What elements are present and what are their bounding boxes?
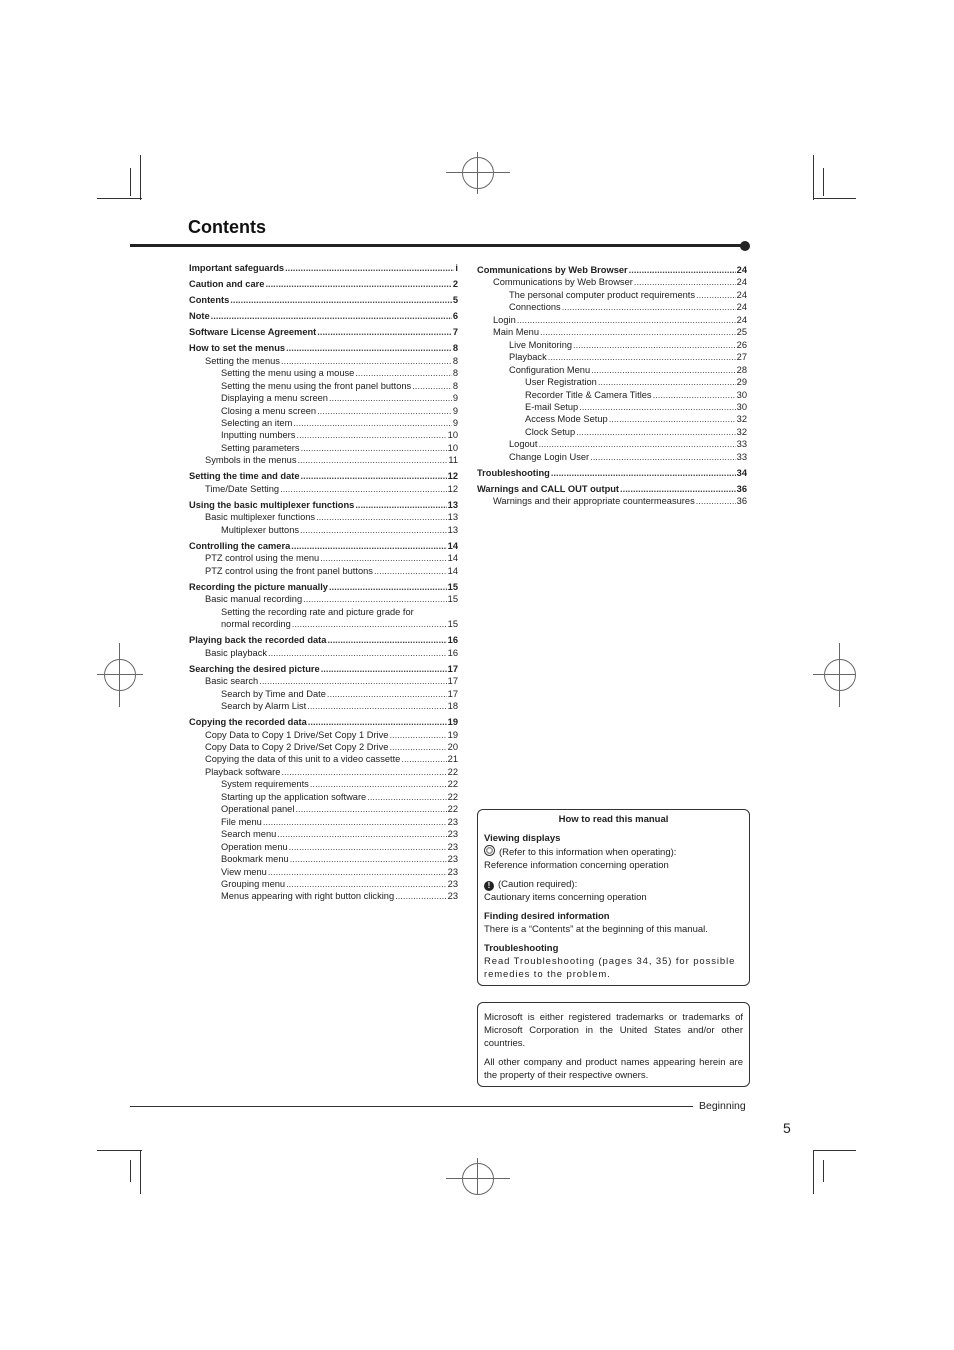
reference-line: (Refer to this information when operating): (499, 847, 677, 858)
toc-entry-page: 13 (447, 524, 458, 535)
toc-entry[interactable] (477, 351, 747, 363)
toc-entry[interactable] (189, 454, 458, 466)
troubleshooting-desc: Read Troubleshooting (pages 34, 35) for possible remedies to the problem. (484, 956, 736, 980)
toc-entry-page: 18 (447, 701, 458, 712)
toc-leader (321, 663, 447, 675)
toc-entry-title: Operation menu (221, 841, 288, 852)
toc-entry-page: 14 (447, 553, 458, 564)
toc-entry[interactable] (477, 376, 747, 388)
toc-entry-page: 33 (736, 451, 747, 462)
toc-entry-page: 2 (452, 279, 458, 290)
toc-entry-title: Setting the recording rate and picture grade for (221, 606, 414, 617)
toc-entry[interactable] (189, 778, 458, 790)
toc-leader (576, 426, 736, 438)
toc-entry-title: Search by Time and Date (221, 688, 326, 699)
toc-entry-title: System requirements (221, 779, 309, 790)
toc-entry-title: Grouping menu (221, 878, 286, 889)
toc-entry[interactable] (477, 289, 747, 301)
toc-entry-page: 8 (452, 343, 458, 354)
toc-entry[interactable] (477, 314, 747, 326)
toc-entry[interactable] (189, 716, 458, 728)
toc-entry-title: Playing back the recorded data (189, 635, 327, 646)
toc-leader (367, 791, 446, 803)
toc-entry-page: i (455, 263, 458, 273)
toc-entry[interactable] (477, 495, 747, 507)
toc-entry-title: Search menu (221, 829, 277, 840)
toc-entry-title: Live Monitoring (509, 339, 573, 350)
toc-entry[interactable] (477, 451, 747, 463)
toc-entry-title: View menu (221, 866, 267, 877)
toc-entry-title: Starting up the application software (221, 791, 367, 802)
toc-entry[interactable] (189, 866, 458, 878)
toc-leader (562, 301, 736, 313)
toc-entry-page: 17 (447, 676, 458, 687)
toc-leader (327, 688, 447, 700)
toc-entry-title: Search by Alarm List (221, 701, 307, 712)
toc-entry-title: Communications by Web Browser (477, 265, 628, 275)
toc-leader (609, 413, 736, 425)
toc-leader (590, 451, 736, 463)
toc-entry-title: Caution and care (189, 279, 265, 290)
toc-entry-page: 24 (736, 265, 747, 275)
toc-entry-page: 14 (447, 565, 458, 576)
toc-entry-title: Using the basic multiplexer functions (189, 499, 355, 510)
toc-entry[interactable] (189, 262, 458, 274)
toc-leader (634, 276, 736, 288)
toc-leader (696, 289, 736, 301)
toc-entry-page: 30 (736, 389, 747, 400)
toc-entry-page: 24 (736, 302, 747, 313)
toc-entry[interactable] (189, 552, 458, 564)
page-title: Contents (188, 217, 266, 237)
toc-entry-title: Multiplexer buttons (221, 524, 300, 535)
toc-entry-title: normal recording (221, 619, 291, 630)
toc-leader (316, 511, 447, 523)
toc-entry-page: 24 (736, 314, 747, 325)
toc-entry-title: Controlling the camera (189, 540, 291, 551)
toc-entry-page: 15 (447, 619, 458, 630)
toc-entry[interactable] (189, 878, 458, 890)
toc-entry-page: 12 (447, 483, 458, 494)
toc-entry-page: 14 (447, 540, 458, 551)
toc-entry-title: Basic search (205, 676, 259, 687)
toc-entry[interactable] (189, 663, 458, 675)
toc-entry[interactable] (189, 700, 458, 712)
toc-entry-page: 22 (447, 779, 458, 790)
toc-entry[interactable] (189, 294, 458, 306)
trademark-box (477, 1002, 750, 1087)
toc-leader (297, 454, 447, 466)
how-to-read-heading: How to read this manual (558, 814, 669, 825)
toc-entry[interactable] (189, 355, 458, 367)
toc-leader (290, 853, 447, 865)
toc-entry[interactable] (189, 581, 458, 593)
toc-leader (317, 326, 452, 338)
toc-entry[interactable] (189, 278, 458, 290)
toc-entry-page: 9 (452, 405, 458, 416)
toc-entry[interactable] (189, 380, 458, 392)
trademark-paragraph-2: All other company and product names appearing herein are the property of their respective owners. (484, 1057, 743, 1081)
toc-leader (293, 417, 452, 429)
toc-leader (286, 878, 447, 890)
toc-leader (653, 389, 736, 401)
toc-entry-page: 25 (736, 327, 747, 338)
toc-leader (285, 262, 454, 274)
toc-leader (307, 700, 446, 712)
toc-entry-title: Recording the picture manually (189, 581, 328, 592)
toc-entry-title: File menu (221, 816, 262, 827)
footer-section: Beginning (699, 1100, 746, 1112)
toc-entry-page: 12 (447, 471, 458, 482)
toc-entry-title: Selecting an item (221, 417, 293, 428)
toc-entry-page: 7 (452, 327, 458, 338)
toc-entry-page: 10 (447, 442, 458, 453)
caution-desc: Cautionary items concerning operation (484, 892, 647, 903)
toc-leader (355, 367, 451, 379)
toc-entry[interactable] (189, 429, 458, 441)
toc-entry-page: 19 (447, 729, 458, 740)
toc-entry-title: The personal computer product requirements (509, 289, 696, 300)
toc-leader (268, 866, 447, 878)
toc-entry-page: 28 (736, 364, 747, 375)
toc-entry[interactable] (189, 853, 458, 865)
toc-leader (259, 675, 446, 687)
toc-leader (263, 816, 447, 828)
toc-entry-page: 15 (447, 594, 458, 605)
toc-entry-page: 22 (447, 804, 458, 815)
toc-entry[interactable] (189, 618, 458, 630)
toc-entry[interactable] (189, 392, 458, 404)
toc-entry-page: 23 (447, 866, 458, 877)
toc-entry-page: 36 (736, 496, 747, 507)
toc-entry-page: 32 (736, 414, 747, 425)
title-rule (130, 244, 744, 247)
toc-entry-page: 23 (447, 829, 458, 840)
toc-entry-title: Warnings and CALL OUT output (477, 483, 620, 494)
toc-entry-title: Displaying a menu screen (221, 393, 328, 404)
toc-entry-title: Main Menu (493, 327, 539, 338)
toc-leader (300, 524, 447, 536)
toc-entry-title: Communications by Web Browser (493, 277, 633, 288)
toc-leader (401, 753, 446, 765)
toc-leader (296, 429, 446, 441)
toc-entry[interactable] (189, 828, 458, 840)
toc-entry[interactable] (189, 890, 458, 902)
toc-leader (301, 470, 447, 482)
toc-entry-title: How to set the menus (189, 343, 286, 354)
toc-entry-title: Symbols in the menus (205, 455, 297, 466)
toc-entry-page: 16 (447, 647, 458, 658)
toc-entry-page: 33 (736, 439, 747, 450)
toc-entry-page: 23 (447, 854, 458, 865)
toc-entry-page: 23 (447, 878, 458, 889)
toc-entry-page: 15 (447, 581, 458, 592)
toc-entry[interactable] (477, 276, 747, 288)
toc-entry-title: Copying the recorded data (189, 717, 307, 728)
toc-entry-title: Contents (189, 295, 230, 306)
toc-entry[interactable] (477, 339, 747, 351)
toc-leader (329, 581, 447, 593)
toc-entry-page: 6 (452, 311, 458, 322)
toc-entry[interactable] (189, 499, 458, 511)
toc-entry-title: Important safeguards (189, 263, 285, 273)
toc-entry-page: 20 (447, 741, 458, 752)
toc-leader (291, 540, 446, 552)
toc-entry-title: Copy Data to Copy 1 Drive/Set Copy 1 Drive (205, 729, 389, 740)
toc-leader (327, 634, 446, 646)
toc-leader (355, 499, 446, 511)
toc-leader (629, 264, 736, 276)
toc-leader (280, 483, 447, 495)
toc-entry[interactable] (477, 264, 747, 276)
toc-entry-page: 21 (447, 754, 458, 765)
toc-entry-title: Copy Data to Copy 2 Drive/Set Copy 2 Drive (205, 741, 389, 752)
toc-leader (696, 495, 736, 507)
toc-leader (517, 314, 736, 326)
toc-entry[interactable] (189, 511, 458, 523)
toc-entry-title: Playback software (205, 766, 281, 777)
toc-entry-title: Setting the time and date (189, 471, 300, 482)
toc-entry[interactable] (189, 417, 458, 429)
toc-entry[interactable] (189, 470, 458, 482)
toc-entry-title: Login (493, 314, 516, 325)
toc-leader (620, 483, 736, 495)
toc-leader (412, 380, 452, 392)
toc-entry-title: Setting parameters (221, 442, 300, 453)
toc-entry[interactable] (189, 791, 458, 803)
toc-entry[interactable] (189, 540, 458, 552)
toc-leader (389, 741, 446, 753)
toc-entry-title: E-mail Setup (525, 401, 579, 412)
footer-rule (130, 1106, 693, 1107)
toc-leader (548, 351, 736, 363)
toc-entry-page: 8 (452, 368, 458, 379)
toc-entry-title: Inputting numbers (221, 430, 296, 441)
toc-entry-page: 34 (736, 467, 747, 478)
toc-entry-page: 22 (447, 766, 458, 777)
toc-entry-page: 8 (452, 380, 458, 391)
toc-leader (303, 593, 447, 605)
reference-icon (484, 845, 495, 856)
toc-leader (230, 294, 452, 306)
toc-entry-title: Copying the data of this unit to a video cassette (205, 754, 401, 765)
how-to-read-box (477, 809, 750, 986)
toc-entry[interactable] (189, 816, 458, 828)
toc-leader (317, 405, 452, 417)
toc-entry-title: User Registration (525, 377, 597, 388)
toc-entry-page: 23 (447, 816, 458, 827)
toc-entry-title: Recorder Title & Camera Titles (525, 389, 652, 400)
toc-entry[interactable] (189, 741, 458, 753)
toc-entry-title: Time/Date Setting (205, 483, 280, 494)
toc-entry[interactable] (189, 342, 458, 354)
toc-entry-title: Searching the desired picture (189, 663, 320, 674)
toc-entry-title: Basic manual recording (205, 594, 303, 605)
toc-entry-page: 36 (736, 483, 747, 494)
toc-entry-title: Logout (509, 439, 538, 450)
toc-entry[interactable] (189, 606, 458, 618)
toc-entry-title: Playback (509, 352, 547, 363)
toc-leader (211, 310, 452, 322)
toc-leader (579, 401, 735, 413)
toc-leader (277, 828, 446, 840)
toc-leader (374, 565, 447, 577)
toc-entry-title: Bookmark menu (221, 854, 289, 865)
toc-entry-title: Setting the menu using a mouse (221, 368, 355, 379)
toc-entry[interactable] (189, 753, 458, 765)
toc-entry-title: Operational panel (221, 804, 295, 815)
caution-icon: ! (484, 881, 494, 891)
toc-entry-title: Change Login User (509, 451, 590, 462)
page-number: 5 (783, 1120, 791, 1136)
toc-leader (310, 778, 447, 790)
toc-right-column (477, 264, 747, 508)
finding-title: Finding desired information (484, 911, 610, 922)
toc-entry[interactable] (189, 310, 458, 322)
toc-leader (268, 647, 447, 659)
toc-entry[interactable] (477, 438, 747, 450)
toc-entry-page: 27 (736, 352, 747, 363)
toc-leader (598, 376, 736, 388)
toc-entry-title: Access Mode Setup (525, 414, 608, 425)
toc-entry[interactable] (477, 364, 747, 376)
toc-leader (551, 467, 736, 479)
trademark-paragraph-1: Microsoft is either registered trademarks or trademarks of Microsoft Corporation in the United States and/or other countries. (484, 1012, 743, 1049)
toc-entry-page: 17 (447, 663, 458, 674)
toc-entry[interactable] (477, 389, 747, 401)
toc-leader (591, 364, 736, 376)
toc-entry-page: 13 (447, 512, 458, 523)
toc-entry-title: Connections (509, 302, 561, 313)
toc-entry-title: Basic multiplexer functions (205, 512, 316, 523)
toc-entry[interactable] (189, 688, 458, 700)
toc-entry-page: 5 (452, 295, 458, 306)
toc-entry[interactable] (189, 367, 458, 379)
toc-entry-title: Menus appearing with right button clicking (221, 891, 395, 902)
toc-leader (320, 552, 446, 564)
toc-entry-page: 9 (452, 417, 458, 428)
caution-line: (Caution required): (498, 879, 578, 890)
toc-entry-page: 24 (736, 289, 747, 300)
reference-desc: Reference information concerning operation (484, 860, 669, 871)
finding-desc: There is a “Contents” at the beginning of this manual. (484, 924, 708, 935)
toc-entry[interactable] (189, 675, 458, 687)
toc-entry-page: 17 (447, 688, 458, 699)
toc-entry[interactable] (189, 524, 458, 536)
toc-entry-title: PTZ control using the front panel buttons (205, 565, 373, 576)
toc-entry-page: 11 (448, 455, 458, 466)
toc-entry[interactable] (189, 593, 458, 605)
toc-entry-page: 30 (736, 401, 747, 412)
toc-entry-title: Software License Agreement (189, 327, 317, 338)
toc-entry-title: Setting the menus (205, 355, 280, 366)
toc-entry-page: 10 (447, 430, 458, 441)
toc-entry[interactable] (477, 301, 747, 313)
toc-entry-page: 26 (736, 339, 747, 350)
viewing-displays-title: Viewing displays (484, 833, 561, 844)
toc-leader (295, 803, 446, 815)
toc-leader (292, 618, 447, 630)
toc-entry-page: 32 (736, 426, 747, 437)
toc-entry[interactable] (189, 442, 458, 454)
troubleshooting-title: Troubleshooting (484, 943, 559, 954)
toc-leader (540, 326, 736, 338)
toc-entry[interactable] (189, 647, 458, 659)
toc-entry-page: 8 (452, 355, 458, 366)
toc-entry[interactable] (477, 326, 747, 338)
toc-entry-page: 23 (447, 841, 458, 852)
toc-entry[interactable] (189, 766, 458, 778)
toc-leader (281, 766, 446, 778)
toc-entry-title: Setting the menu using the front panel buttons (221, 380, 412, 391)
title-rule-dot (740, 241, 750, 251)
toc-entry-title: Note (189, 311, 210, 322)
toc-entry[interactable] (477, 413, 747, 425)
toc-leader (329, 392, 452, 404)
toc-entry[interactable] (477, 401, 747, 413)
toc-entry[interactable] (189, 565, 458, 577)
toc-leader (289, 841, 447, 853)
toc-leader (573, 339, 736, 351)
toc-entry[interactable] (189, 803, 458, 815)
toc-entry[interactable] (189, 483, 458, 495)
toc-entry[interactable] (477, 467, 747, 479)
toc-leader (389, 729, 446, 741)
toc-entry-page: 19 (447, 717, 458, 728)
toc-entry[interactable] (477, 483, 747, 495)
toc-entry-page: 23 (447, 891, 458, 902)
toc-leader (538, 438, 735, 450)
toc-leader (286, 342, 452, 354)
toc-left-column (189, 262, 458, 903)
toc-entry-title: Closing a menu screen (221, 405, 317, 416)
toc-entry-page: 13 (447, 499, 458, 510)
toc-entry-title: Warnings and their appropriate countermeasures (493, 496, 695, 507)
toc-leader (265, 278, 451, 290)
toc-entry-page: 16 (447, 635, 458, 646)
toc-entry-page: 29 (736, 377, 747, 388)
toc-entry[interactable] (189, 729, 458, 741)
toc-leader (281, 355, 452, 367)
toc-entry[interactable] (477, 426, 747, 438)
toc-leader (395, 890, 447, 902)
toc-leader (308, 716, 447, 728)
toc-entry-page: 9 (452, 393, 458, 404)
toc-entry-title: Clock Setup (525, 426, 576, 437)
toc-entry-title: PTZ control using the menu (205, 553, 320, 564)
toc-entry-title: Configuration Menu (509, 364, 591, 375)
toc-leader (301, 442, 447, 454)
toc-entry-page: 24 (736, 277, 747, 288)
toc-entry[interactable] (189, 326, 458, 338)
toc-entry[interactable] (189, 634, 458, 646)
toc-entry-page: 22 (447, 791, 458, 802)
toc-entry[interactable] (189, 405, 458, 417)
toc-entry-title: Basic playback (205, 647, 268, 658)
toc-entry-title: Troubleshooting (477, 467, 550, 478)
toc-entry[interactable] (189, 841, 458, 853)
